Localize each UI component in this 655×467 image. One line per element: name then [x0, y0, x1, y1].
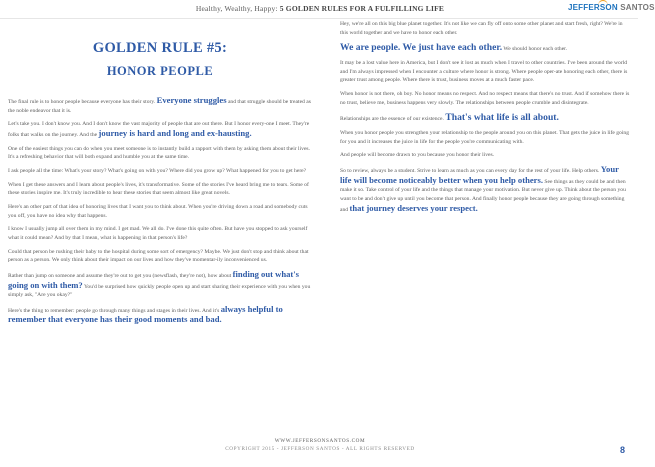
page-footer [170, 438, 470, 454]
paragraph: I ask people all the time: What's your story? What's going on with you? Where did you grow up? What happened for you to get here? [8, 167, 307, 174]
paragraph: And people will become drawn to you because you honor their lives. [340, 152, 495, 159]
logo-swoosh-icon [598, 0, 608, 11]
paragraph: Could that person be rushing their baby to the hospital during some sort of emergency? Maybe. We just don't stop and think about that person as a person. We only think about their impact on our lives and how they've momentar-ily inconvenienced us. [8, 248, 309, 264]
rule-subtitle: HONOR PEOPLE [106, 64, 214, 78]
highlight-text: Your life will become noticeably better when you help others. [340, 163, 619, 185]
paragraph: So to review, always be a student. Strive to learn as much as you can every day for the rest of your life. Help others. Your life will become noticeably better when you help others. See things as they could be and then make it so. Take control of your life and the things that manage your motivation. But never give up. Think about the person you want to be and don't give up until you become that person. And finally honor people because they are going through something and that journey deserves your respect. [340, 163, 626, 213]
highlight-text: finding out what's going on with them? [8, 268, 300, 290]
paragraph: Here's an other part of that idea of honoring lives that I want you to think about. When you're driving down a road and somebody cuts you off, you have no idea why that happens. [8, 203, 308, 219]
rule-title: GOLDEN RULE #5: [92, 40, 228, 56]
paragraph: When you honor people you strengthen your relationship to the people around you on this planet. That gets the juice in life going for you and it increases the juice in life for the people you're communicating with. [340, 129, 629, 145]
paragraph: One of the easiest things you can do when you meet someone is to instantly build a rapport with them by asking them about their lives. It's a refreshing behavior that will both expand and humble you at the same time. [8, 145, 311, 161]
paragraph: When I get these answers and I learn about people's lives, it's transformative. Some of the stories I've heard bring me to tears. Some of these stories inspire me. It's truly incredible to hear these stories that seem almost like great novels. [8, 181, 309, 197]
paragraph: The final rule is to honor people because everyone has their story. Everyone struggles and that struggle should be treated as the noble endeavor that it is. [8, 95, 311, 114]
logo-text-last: SANTOS [620, 3, 655, 12]
right-column [340, 20, 632, 219]
header-book-title: 5 GOLDEN RULES FOR A FULFILLING LIFE [279, 4, 445, 13]
footer-copyright: COPYRIGHT 2015 - JEFFERSON SANTOS - ALL RIGHTS RESERVED [225, 445, 415, 452]
paragraph: Let's take you. I don't know you. And I don't know the vast majority of people that are out there. But I honor every-one I meet. They're folks that walks on the journey. And the journey is hard and long and ex-hausting. [8, 121, 310, 138]
footer-url[interactable]: WWW.JEFFERSONSANTOS.COM [274, 438, 366, 444]
logo-text-first: JEFFERSON [568, 3, 618, 12]
header-prefix: Healthy, Wealthy, Happy: [195, 4, 280, 13]
left-column [8, 96, 314, 331]
paragraph: Relationships are the essence of our existence. That's what life is all about. [340, 112, 559, 124]
running-header [150, 4, 490, 13]
paragraph: Rather than jump on someone and assume they're out to get you (newsflash, they're not), how about finding out what's going on with them? You'd be surprised how quickly people open up and start sharing their experience with you when you simply ask, "Are you okay?" [8, 268, 311, 299]
highlight-text: that journey deserves your respect. [349, 202, 478, 213]
paragraph: We are people. We just have each other. We should honor each other. [340, 42, 568, 54]
paragraph: I know I usually jump all over them in my mind. I get mad. We all do. I've done this quite often. But have you stopped to ask yourself what it could mean? And by that I mean, what is happening in that person's life? [8, 226, 308, 241]
highlight-text: That's what life is all about. [445, 112, 559, 124]
highlight-text: Everyone struggles [156, 95, 227, 105]
paragraph: Here's the thing to remember: people go through many things and stages in their lives. And it's always helpful to remember that everyone has their good moments and bad. [8, 303, 283, 325]
page-number: 8 [620, 445, 626, 455]
paragraph: When honor is not there, oh boy. No honor means no respect. And no respect means that there's no trust. And if somehow there is no trust, believe me, business happens very slowly. The relationships between people crumble and disintegrate. [340, 90, 630, 106]
brand-logo [568, 3, 655, 12]
paragraph: It may be a lost value here in America, but I don't see it lost as much when I travel to other countries. I've been around the world and I'm always impressed when I encounter a culture where honor is strong. Where people oper-ate honoring each other, there is greater trust among people. Where there is trust, business moves at a much faster pace. [340, 59, 628, 84]
highlight-text: We are people. We just have each other. [340, 42, 503, 54]
paragraph: Hey, we're all on this big blue planet together. It's not like we can fly off onto some other planet and start fresh, right? We're in this world together and we have to honor each other. [340, 21, 623, 36]
highlight-text: always helpful to remember that everyone has their good moments and bad. [8, 303, 283, 325]
highlight-text: journey is hard and long and ex-hausting. [98, 127, 252, 138]
